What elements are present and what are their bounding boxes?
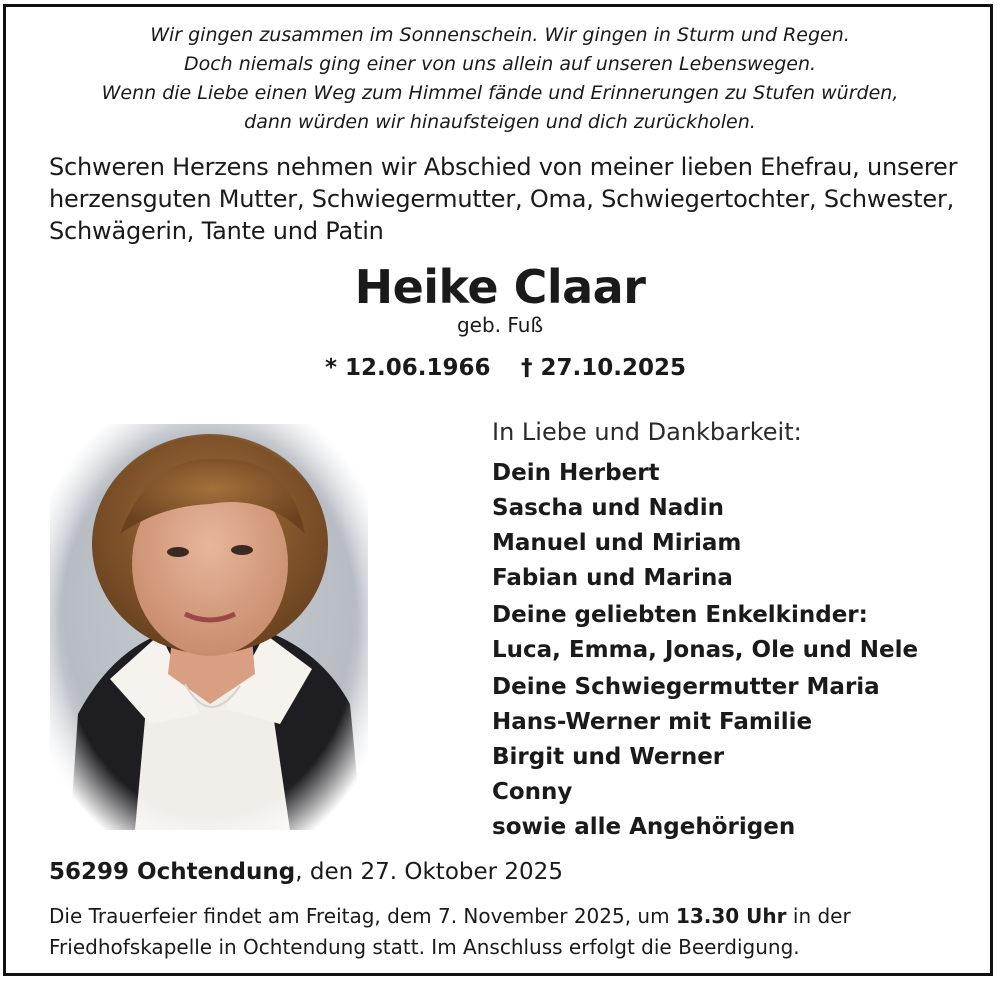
service-time: 13.30 Uhr [675, 904, 787, 928]
mourner: sowie alle Angehörigen [492, 814, 796, 840]
mourner: Dein Herbert [492, 460, 660, 486]
maiden-name: geb. Fuß [456, 313, 544, 337]
portrait-photo [50, 424, 368, 830]
poem-line: Wenn die Liebe einen Weg zum Himmel fände und Erinnerungen zu Stufen würden, [101, 82, 899, 104]
mourner: Hans-Werner mit Familie [492, 709, 813, 735]
service-info [49, 901, 969, 963]
portrait-icon [50, 424, 368, 830]
poem-line: Doch niemals ging einer von uns allein auf unseren Lebenswegen. [183, 53, 817, 75]
mourner: Deine Schwiegermutter Maria [492, 674, 880, 700]
intro-line: Schwägerin, Tante und Patin [49, 217, 384, 245]
death-date: † 27.10.2025 [521, 355, 687, 381]
intro-line: herzensguten Mutter, Schwiegermutter, Oma, Schwiegertochter, Schwester, [49, 185, 955, 213]
mourner: Manuel und Miriam [492, 530, 742, 556]
intro-line: Schweren Herzens nehmen wir Abschied von meiner lieben Ehefrau, unserer [49, 153, 958, 181]
place-date [49, 856, 563, 888]
mourners-section [492, 414, 972, 845]
intro-text [49, 151, 969, 247]
mourner: Fabian und Marina [492, 565, 733, 591]
poem-line: dann würden wir hinaufsteigen und dich zurückholen. [244, 111, 756, 133]
service-text: Friedhofskapelle in Ochtendung statt. Im Anschluss erfolgt die Beerdigung. [49, 935, 800, 959]
service-text: in der [786, 904, 851, 928]
mourner: Deine geliebten Enkelkinder: [492, 602, 868, 628]
place-town: 56299 Ochtendung [49, 859, 296, 885]
place-date-text: , den 27. Oktober 2025 [295, 859, 563, 885]
mourner: Luca, Emma, Jonas, Ole und Nele [492, 637, 919, 663]
poem-line: Wir gingen zusammen im Sonnenschein. Wir gingen in Sturm und Regen. [150, 24, 850, 46]
mourners-list [492, 456, 972, 845]
mourner: Conny [492, 779, 573, 805]
service-text: Die Trauerfeier findet am Freitag, dem 7. November 2025, um [49, 904, 676, 928]
mourner: Birgit und Werner [492, 744, 725, 770]
thanks-line: In Liebe und Dankbarkeit: [492, 418, 802, 446]
deceased-name: Heike Claar [354, 260, 646, 314]
birth-date: * 12.06.1966 [325, 355, 491, 381]
poem [0, 21, 1000, 137]
mourner: Sascha und Nadin [492, 495, 725, 521]
